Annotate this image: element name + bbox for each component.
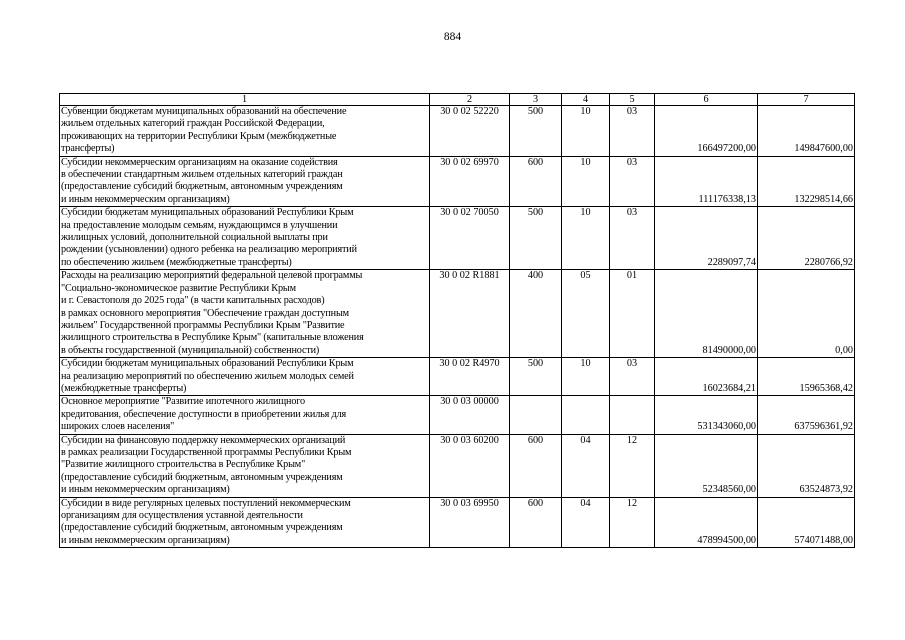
row-target-code: 30 0 02 R4970 [430,358,510,396]
row-subsection [610,396,655,434]
table-row [60,434,855,497]
row-description: Субсидии бюджетам муниципальных образований Республики Крым на реализацию мероприятий по обеспечению жильем молодых семей (межбюджетные трансферты) [60,358,430,396]
row-subsection: 12 [610,434,655,497]
row-section: 04 [562,497,610,548]
row-subsection: 03 [610,106,655,157]
row-target-code: 30 0 02 69970 [430,156,510,207]
row-section: 05 [562,270,610,358]
row-description: Субсидии некоммерческим организациям на оказание содействия в обеспечении стандартным жильем отдельных категорий граждан (предоставление субсидий бюджетным, автономным учреждениям и иным некоммерческим организациям) [60,156,430,207]
row-section: 10 [562,106,610,157]
row-subsection: 03 [610,156,655,207]
header-cell: 3 [510,94,562,106]
row-amount-col6: 81490000,00 [655,270,758,358]
row-target-code: 30 0 03 00000 [430,396,510,434]
header-cell: 5 [610,94,655,106]
row-section: 04 [562,434,610,497]
table-row [60,106,855,157]
row-target-code: 30 0 03 69950 [430,497,510,548]
row-subsection: 01 [610,270,655,358]
row-expense-type: 600 [510,156,562,207]
row-amount-col7: 149847600,00 [758,106,855,157]
row-amount-col7: 574071488,00 [758,497,855,548]
row-description: Субсидии бюджетам муниципальных образований Республики Крым на предоставление молодым семьям, нуждающимся в улучшении жилищных условий, дополнительной социальной выплаты при рождении (усыновлении) одного ребенка на реализацию мероприятий по обеспечению жильем (межбюджетные трансферты) [60,207,430,270]
row-subsection: 12 [610,497,655,548]
table-row [60,270,855,358]
row-expense-type [510,396,562,434]
row-amount-col6: 111176338,13 [655,156,758,207]
row-subsection: 03 [610,358,655,396]
row-expense-type: 500 [510,207,562,270]
row-amount-col6: 166497200,00 [655,106,758,157]
row-subsection: 03 [610,207,655,270]
row-target-code: 30 0 02 70050 [430,207,510,270]
page-number: 884 [443,31,462,43]
row-amount-col7: 2280766,92 [758,207,855,270]
row-amount-col6: 531343060,00 [655,396,758,434]
row-amount-col7: 0,00 [758,270,855,358]
row-description: Расходы на реализацию мероприятий федеральной целевой программы "Социально-экономическое развитие Республики Крым и г. Севастополя до 2025 года" (в части капитальных расходов) в рамках основного мероприятия "Обеспечение граждан доступным жильем" Государственной программы Республики Крым "Развитие жилищного строительства в Республике Крым" (капитальные вложения в объекты государственной (муниципальной) собственности) [60,270,430,358]
table-row [60,396,855,434]
row-target-code: 30 0 02 52220 [430,106,510,157]
row-target-code: 30 0 02 R1881 [430,270,510,358]
row-section: 10 [562,358,610,396]
budget-table [59,93,855,548]
table-row [60,207,855,270]
row-amount-col7: 63524873,92 [758,434,855,497]
row-target-code: 30 0 03 60200 [430,434,510,497]
header-cell: 2 [430,94,510,106]
table-row [60,358,855,396]
row-description: Основное мероприятие "Развитие ипотечного жилищного кредитования, обеспечение доступности в приобретении жилья для широких слоев населения" [60,396,430,434]
row-amount-col6: 52348560,00 [655,434,758,497]
row-amount-col7: 132298514,66 [758,156,855,207]
row-description: Субсидии в виде регулярных целевых поступлений некоммерческим организациям для осуществления уставной деятельности (предоставление субсидий бюджетным, автономным учреждениям и иным некоммерческим организациям) [60,497,430,548]
row-expense-type: 400 [510,270,562,358]
row-amount-col7: 15965368,42 [758,358,855,396]
row-description: Субсидии на финансовую поддержку некоммерческих организаций в рамках реализации Государственной программы Республики Крым "Развитие жилищного строительства в Республике Крым" (предоставление субсидий бюджетным, автономным учреждениям и иным некоммерческим организациям) [60,434,430,497]
row-amount-col7: 637596361,92 [758,396,855,434]
row-section [562,396,610,434]
row-amount-col6: 478994500,00 [655,497,758,548]
table-row [60,156,855,207]
row-expense-type: 600 [510,434,562,497]
header-row [60,94,855,106]
row-amount-col6: 2289097,74 [655,207,758,270]
row-section: 10 [562,207,610,270]
row-section: 10 [562,156,610,207]
header-cell: 1 [60,94,430,106]
row-expense-type: 500 [510,358,562,396]
row-expense-type: 600 [510,497,562,548]
header-cell: 6 [655,94,758,106]
table-row [60,497,855,548]
row-amount-col6: 16023684,21 [655,358,758,396]
header-cell: 7 [758,94,855,106]
row-expense-type: 500 [510,106,562,157]
row-description: Субвенции бюджетам муниципальных образований на обеспечение жильем отдельных категорий граждан Российской Федерации, проживающих на территории Республики Крым (межбюджетные трансферты) [60,106,430,157]
header-cell: 4 [562,94,610,106]
